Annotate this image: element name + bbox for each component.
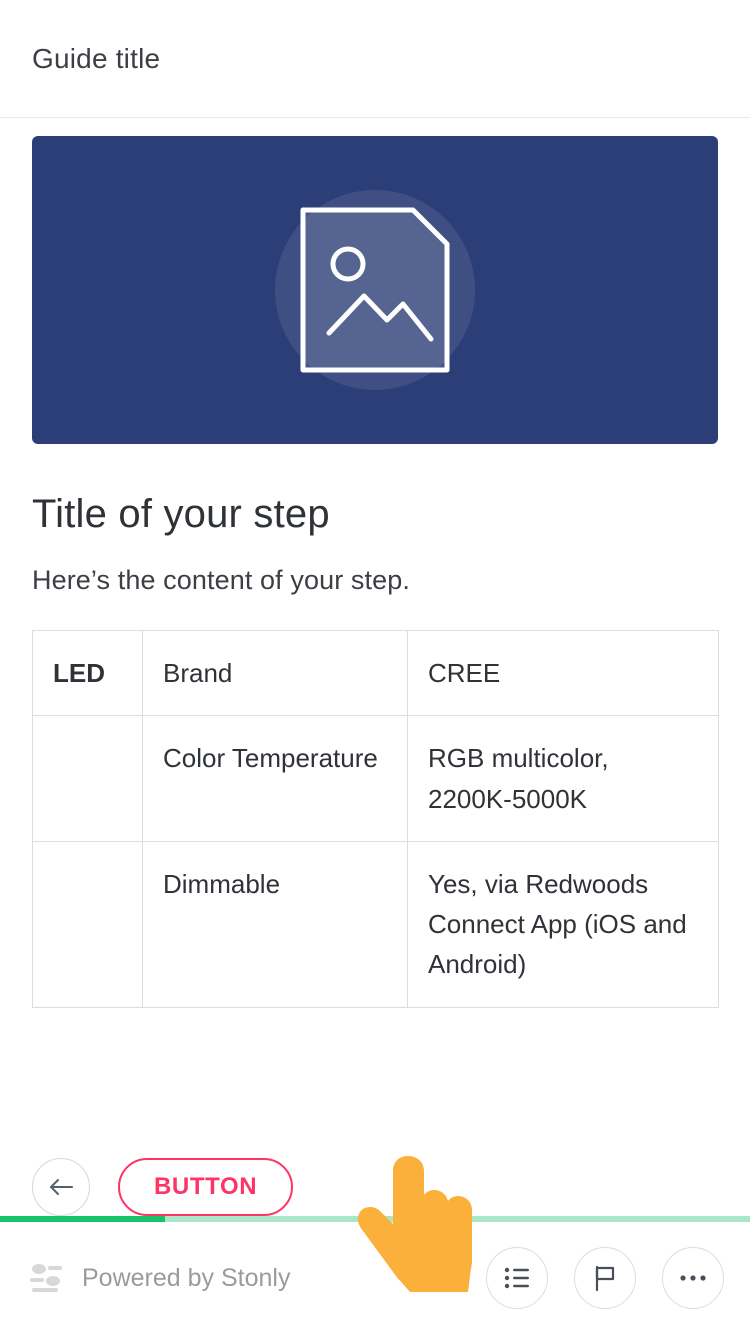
steps-list-button[interactable]: [486, 1247, 548, 1309]
table-cell-key: Dimmable: [143, 841, 408, 1007]
step-actions: [32, 1158, 293, 1216]
table-cell-value: RGB multicolor, 2200K-5000K: [408, 716, 719, 842]
back-button[interactable]: [32, 1158, 90, 1216]
table-cell-label: LED: [33, 631, 143, 716]
table-cell-label: [33, 716, 143, 842]
stonly-logo-icon: [26, 1261, 66, 1295]
powered-by[interactable]: [26, 1261, 290, 1295]
list-icon: [504, 1267, 530, 1289]
cta-button[interactable]: BUTTON: [118, 1158, 293, 1216]
table-cell-value: CREE: [408, 631, 719, 716]
more-button[interactable]: [662, 1247, 724, 1309]
image-placeholder-icon: [295, 202, 455, 378]
arrow-left-icon: [48, 1177, 74, 1197]
ellipsis-icon: [679, 1274, 707, 1282]
step-content-area: [0, 118, 750, 1334]
table-row: [33, 841, 719, 1007]
table-cell-key: Color Temperature: [143, 716, 408, 842]
table-cell-key: Brand: [143, 631, 408, 716]
bottom-bar-actions: [486, 1247, 724, 1309]
header: [0, 0, 750, 118]
powered-by-label: Powered by Stonly: [82, 1263, 291, 1292]
report-button[interactable]: [574, 1247, 636, 1309]
step-title: Title of your step: [32, 492, 330, 536]
specs-table: [32, 630, 719, 1008]
media-placeholder: [32, 136, 718, 444]
table-cell-label: [33, 841, 143, 1007]
table-row: [33, 631, 719, 716]
page-title: Guide title: [32, 42, 161, 74]
table-row: [33, 716, 719, 842]
flag-icon: [593, 1265, 617, 1291]
bottom-bar: [0, 1222, 750, 1334]
step-body-text: Here’s the content of your step.: [32, 565, 410, 595]
table-cell-value: Yes, via Redwoods Connect App (iOS and Android): [408, 841, 719, 1007]
